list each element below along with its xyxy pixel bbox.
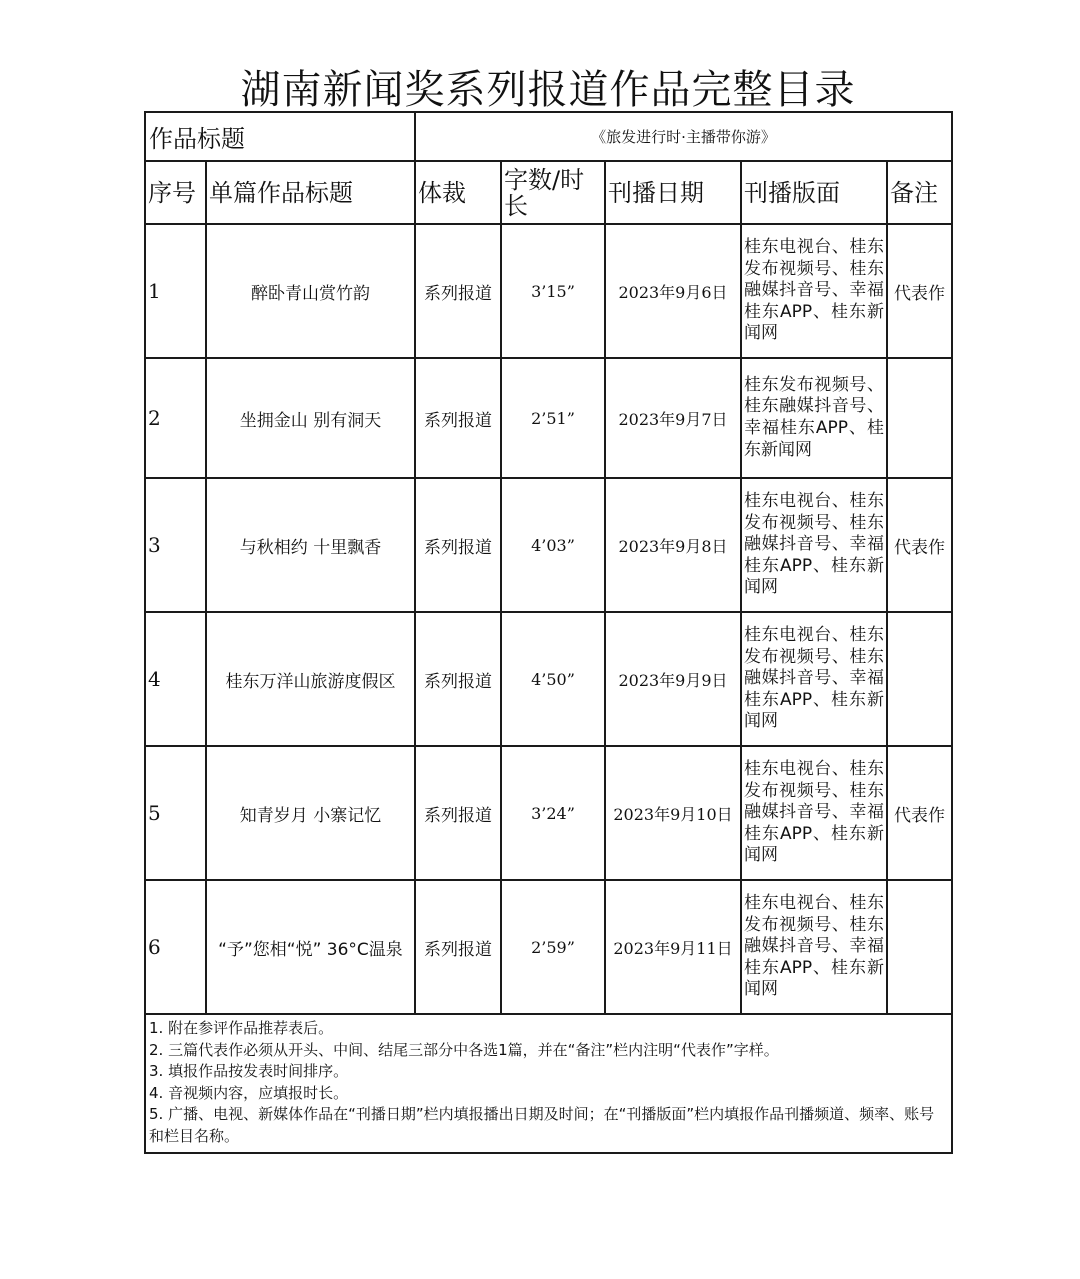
- row-number: 4: [145, 612, 206, 746]
- row-date: 2023年9月10日: [605, 746, 741, 880]
- row-genre: 系列报道: [415, 224, 501, 358]
- row-note: [887, 880, 952, 1014]
- row-media: 桂东电视台、桂东发布视频号、桂东融媒抖音号、幸福桂东APP、桂东新闻网: [741, 880, 887, 1014]
- note-item: 4. 音视频内容，应填报时长。: [149, 1083, 349, 1102]
- row-genre: 系列报道: [415, 746, 501, 880]
- table-row: [145, 478, 952, 612]
- row-date: 2023年9月7日: [605, 358, 741, 478]
- row-number: 6: [145, 880, 206, 1014]
- notes-row: [145, 1014, 952, 1153]
- row-number: 3: [145, 478, 206, 612]
- row-genre: 系列报道: [415, 478, 501, 612]
- column-header-date: 刊播日期: [605, 161, 741, 224]
- note-item: 5. 广播、电视、新媒体作品在“刊播日期”栏内填报播出日期及时间；在“刊播版面”栏内填报作品刊播频道、频率、账号和栏目名称。: [149, 1105, 935, 1145]
- row-duration: 2’51”: [501, 358, 605, 478]
- column-header-media: 刊播版面: [741, 161, 887, 224]
- row-date: 2023年9月6日: [605, 224, 741, 358]
- table-row: [145, 612, 952, 746]
- table-row: [145, 358, 952, 478]
- row-title: 知青岁月 小寨记忆: [206, 746, 415, 880]
- column-header-genre: 体裁: [415, 161, 501, 224]
- row-note: 代表作: [887, 746, 952, 880]
- table-row: [145, 880, 952, 1014]
- row-note: 代表作: [887, 224, 952, 358]
- note-item: 1. 附在参评作品推荐表后。: [149, 1019, 334, 1037]
- row-duration: 4’03”: [501, 478, 605, 612]
- row-media: 桂东电视台、桂东发布视频号、桂东融媒抖音号、幸福桂东APP、桂东新闻网: [741, 224, 887, 358]
- row-note: 代表作: [887, 478, 952, 612]
- row-number: 2: [145, 358, 206, 478]
- row-title: 与秋相约 十里飘香: [206, 478, 415, 612]
- row-genre: 系列报道: [415, 612, 501, 746]
- works-catalog-table: [144, 111, 953, 1154]
- row-genre: 系列报道: [415, 358, 501, 478]
- row-title: 醉卧青山赏竹韵: [206, 224, 415, 358]
- row-date: 2023年9月8日: [605, 478, 741, 612]
- row-duration: 3’24”: [501, 746, 605, 880]
- notes-block: [145, 1014, 952, 1153]
- table-row: [145, 224, 952, 358]
- document-title: 湖南新闻奖系列报道作品完整目录: [240, 67, 856, 113]
- row-note: [887, 358, 952, 478]
- note-item: 3. 填报作品按发表时间排序。: [149, 1062, 349, 1080]
- row-media: 桂东电视台、桂东发布视频号、桂东融媒抖音号、幸福桂东APP、桂东新闻网: [741, 746, 887, 880]
- table-row: [145, 746, 952, 880]
- row-title: 桂东万洋山旅游度假区: [206, 612, 415, 746]
- row-media: 桂东发布视频号、桂东融媒抖音号、幸福桂东APP、桂东新闻网: [741, 358, 887, 478]
- column-header-no: 序号: [145, 161, 206, 224]
- work-title-label: 作品标题: [145, 112, 415, 161]
- row-media: 桂东电视台、桂东发布视频号、桂东融媒抖音号、幸福桂东APP、桂东新闻网: [741, 478, 887, 612]
- row-date: 2023年9月9日: [605, 612, 741, 746]
- row-note: [887, 612, 952, 746]
- row-number: 5: [145, 746, 206, 880]
- row-duration: 3’15”: [501, 224, 605, 358]
- work-title-value: 《旅发进行时·主播带你游》: [415, 112, 952, 161]
- column-header-row: [145, 161, 952, 224]
- row-duration: 4’50”: [501, 612, 605, 746]
- work-title-row: [145, 112, 952, 161]
- row-number: 1: [145, 224, 206, 358]
- row-media: 桂东电视台、桂东发布视频号、桂东融媒抖音号、幸福桂东APP、桂东新闻网: [741, 612, 887, 746]
- row-date: 2023年9月11日: [605, 880, 741, 1014]
- column-header-note: 备注: [887, 161, 952, 224]
- column-header-title: 单篇作品标题: [206, 161, 415, 224]
- note-item: 2. 三篇代表作必须从开头、中间、结尾三部分中各选1篇，并在“备注”栏内注明“代表作”字样。: [149, 1040, 779, 1059]
- column-header-duration: 字数/时长: [501, 161, 605, 224]
- row-duration: 2’59”: [501, 880, 605, 1014]
- row-genre: 系列报道: [415, 880, 501, 1014]
- row-title: “予”您相“悦” 36°C温泉: [206, 880, 415, 1014]
- row-title: 坐拥金山 别有洞天: [206, 358, 415, 478]
